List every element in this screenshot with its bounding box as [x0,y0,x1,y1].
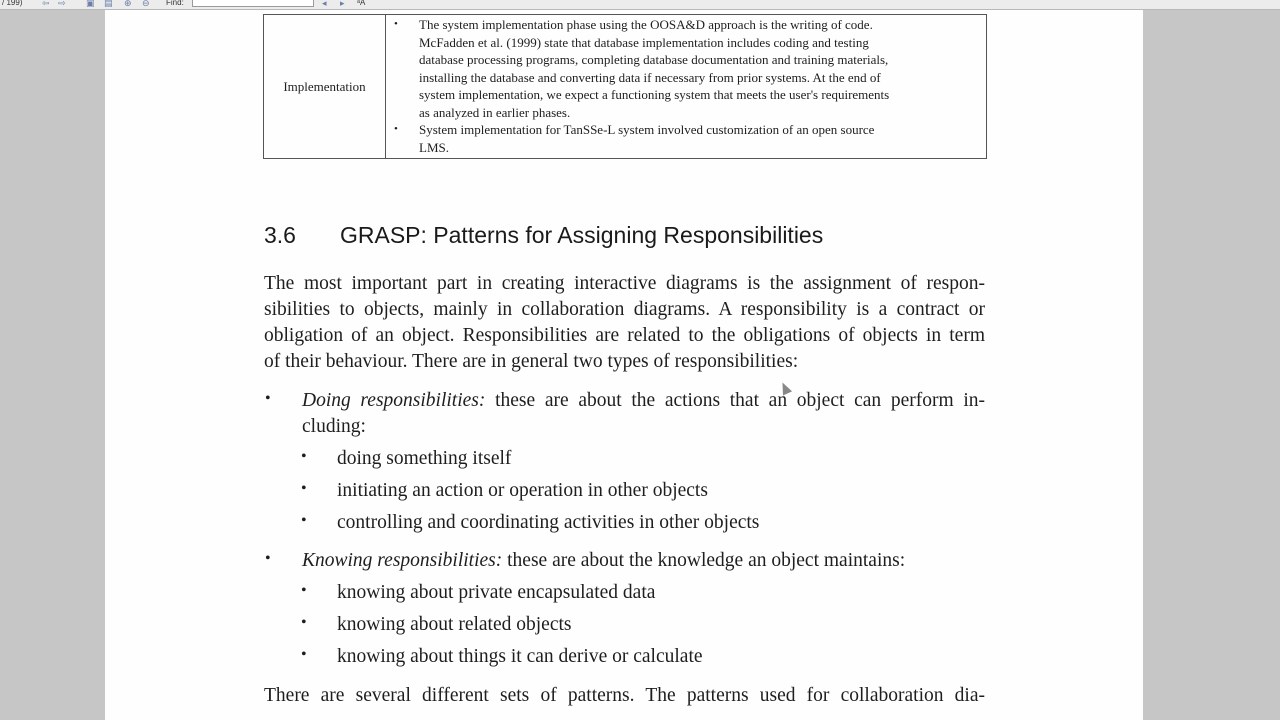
knowing-text: these are about the knowledge an object maintains: [502,550,906,571]
list-item: knowing about private encapsulated data [337,582,656,603]
forward-icon[interactable]: ⇨ [58,0,66,8]
page-number-fragment: / 199) [2,0,23,7]
table-line: The system implementation phase using the OOSA&D approach is the writing of code. [419,17,873,32]
list-bullet: • [301,448,307,465]
knowing-term: Knowing responsibilities: [302,550,503,571]
fit-page-icon[interactable]: ▣ [86,0,95,8]
list-bullet: • [301,480,307,497]
doing-text: these are about the actions that an object can perform in- [485,390,985,411]
list-item: controlling and coordinating activities in other objects [337,512,760,533]
intro-line: The most important part in creating interactive diagrams is the assignment of respon- [264,273,985,294]
table-bullet2-text [419,121,979,156]
find-label: Find: [166,0,184,7]
section-heading [264,222,823,249]
table-bullet: • [394,18,398,30]
table-line: as analyzed in earlier phases. [419,104,571,120]
implementation-table [263,14,987,159]
font-size-icon[interactable]: ᵃA [357,0,366,7]
intro-line: of their behaviour. There are in general two types of responsibilities: [264,351,799,372]
list-bullet: • [301,512,307,529]
phase-label-text: Implementation [283,78,366,94]
list-item: doing something itself [337,448,512,469]
doing-responsibilities-line [302,388,985,414]
table-line: installing the database and converting data if necessary from prior systems. At the end of [419,69,881,85]
section-number: 3.6 [264,222,296,248]
zoom-in-icon[interactable]: ⊕ [124,0,132,8]
fit-width-icon[interactable]: ▤ [104,0,113,8]
list-item: knowing about things it can derive or calculate [337,646,703,667]
list-item: knowing about related objects [337,614,572,635]
find-input[interactable] [192,0,314,7]
list-bullet: • [265,550,271,567]
table-phase-label [264,15,386,158]
table-line: system implementation, we expect a functioning system that meets the user's requirements [419,87,890,102]
table-line: database processing programs, completing database documentation and training materials, [419,52,889,67]
find-previous-icon[interactable]: ◂ [322,0,327,8]
table-bullet1-text [419,16,979,121]
right-gutter [1143,10,1280,720]
list-bullet: • [265,390,271,407]
pdf-toolbar [0,0,1280,10]
doing-continuation: cluding: [302,416,366,437]
list-item: initiating an action or operation in other objects [337,480,708,501]
doing-term: Doing responsibilities: [302,390,486,411]
table-line: McFadden et al. (1999) state that database implementation includes coding and testing [419,34,869,50]
knowing-responsibilities-line [302,548,985,574]
find-next-icon[interactable]: ▸ [340,0,345,8]
intro-line: sibilities to objects, mainly in collaboration diagrams. A responsibility is a contract or [264,299,985,320]
section-title: GRASP: Patterns for Assigning Responsibilities [340,222,824,248]
zoom-out-icon[interactable]: ⊖ [142,0,150,8]
table-line: LMS. [419,139,449,155]
intro-line: obligation of an object. Responsibilities are related to the obligations of objects in term [264,325,985,346]
closing-line: There are several different sets of patterns. The patterns used for collaboration dia- [264,685,985,706]
table-bullet: • [394,123,398,135]
table-description-cell [386,15,986,158]
list-bullet: • [301,646,307,663]
table-line: System implementation for TanSSe-L system involved customization of an open source [419,122,875,137]
document-page [105,10,1143,720]
list-bullet: • [301,614,307,631]
left-gutter [0,10,105,720]
back-icon[interactable]: ⇦ [42,0,50,8]
list-bullet: • [301,582,307,599]
